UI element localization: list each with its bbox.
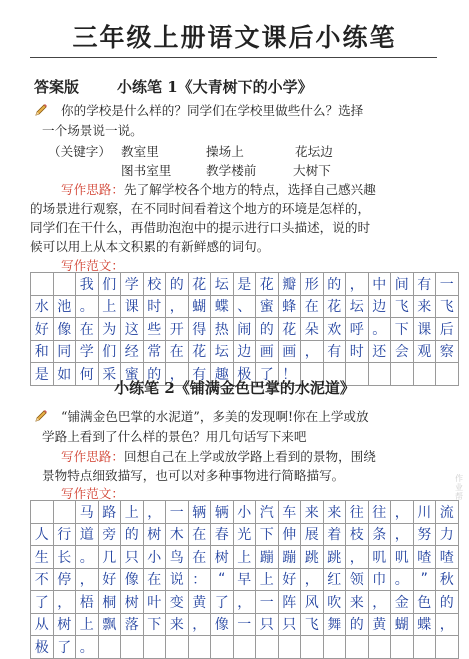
grid-cell: 领 <box>346 568 369 591</box>
grid-cell: 道 <box>76 523 99 546</box>
grid-cell: 秋 <box>436 568 459 591</box>
grid-cell: 的 <box>256 318 279 341</box>
section1-heading-line <box>34 76 313 97</box>
grid-cell: 喳 <box>413 546 436 569</box>
grid-cell: 蝶 <box>211 295 234 318</box>
grid-cell: 辆 <box>211 501 234 524</box>
grid-cell: 时 <box>143 295 166 318</box>
grid-cell: 中 <box>368 273 391 296</box>
keyword-label: （关键字） <box>48 144 111 159</box>
grid-cell: ， <box>143 501 166 524</box>
grid-cell: 旁 <box>98 523 121 546</box>
grid-cell: 为 <box>98 318 121 341</box>
grid-cell: 花 <box>278 318 301 341</box>
s1-idea-label: 写作思路： <box>61 182 124 197</box>
keyword-1: 教室里 <box>121 144 159 159</box>
grid-cell: 花 <box>188 273 211 296</box>
grid-cell: ， <box>436 613 459 636</box>
grid-cell: 得 <box>188 318 211 341</box>
grid-cell: 来 <box>346 591 369 614</box>
s1-idea-text1: 先了解学校各个地方的特点，选择自己感兴趣 <box>123 182 376 197</box>
grid-cell: 好 <box>31 318 54 341</box>
grid-cell: 红 <box>323 568 346 591</box>
grid-cell: 在 <box>188 523 211 546</box>
grid-cell: 只 <box>278 613 301 636</box>
grid-cell <box>301 636 324 659</box>
grid-cell: 同 <box>53 340 76 363</box>
grid-cell: 花 <box>323 295 346 318</box>
grid-cell: 巾 <box>368 568 391 591</box>
grid-cell <box>211 636 234 659</box>
grid-cell: ， <box>76 568 99 591</box>
grid-cell: 。 <box>391 568 414 591</box>
grid-row <box>31 546 459 569</box>
grid-cell: 只 <box>256 613 279 636</box>
grid-cell: 黄 <box>368 613 391 636</box>
s2-prompt-line2: 学路上看到了什么样的景色？用几句话写下来吧 <box>42 429 307 444</box>
grid-cell: 坛 <box>346 295 369 318</box>
grid-cell: ， <box>301 340 324 363</box>
grid-cell: “ <box>211 568 234 591</box>
grid-cell: 不 <box>31 568 54 591</box>
grid-cell: 喳 <box>436 546 459 569</box>
grid-cell: 后 <box>436 318 459 341</box>
grid-cell: 上 <box>98 295 121 318</box>
grid-cell: 一 <box>233 613 256 636</box>
grid-cell: 花 <box>188 340 211 363</box>
grid-cell: 黄 <box>188 591 211 614</box>
grid-cell: ， <box>346 546 369 569</box>
grid-row <box>31 295 459 318</box>
grid-cell: 停 <box>53 568 76 591</box>
grid-cell: 辆 <box>188 501 211 524</box>
grid-cell: 极 <box>31 636 54 659</box>
grid-cell: 飘 <box>98 613 121 636</box>
grid-cell <box>143 636 166 659</box>
grid-cell: 蜜 <box>121 363 144 386</box>
grid-cell: 来 <box>301 501 324 524</box>
grid-cell: 来 <box>323 501 346 524</box>
grid-cell <box>31 273 54 296</box>
grid-cell: 往 <box>368 501 391 524</box>
grid-cell: 察 <box>436 340 459 363</box>
grid-cell: 枝 <box>346 523 369 546</box>
grid-cell: 是 <box>31 363 54 386</box>
grid-cell: 树 <box>53 613 76 636</box>
keyword-2: 操场上 <box>206 144 244 159</box>
section2-heading: 小练笔 2《铺满金色巴掌的水泥道》 <box>114 379 355 397</box>
grid-cell: 呼 <box>346 318 369 341</box>
grid-cell <box>98 636 121 659</box>
grid-cell: 的 <box>346 613 369 636</box>
grid-cell: 上 <box>121 501 144 524</box>
keyword-3: 花坛边 <box>295 144 333 159</box>
grid-cell: 校 <box>143 273 166 296</box>
grid-cell: 有 <box>188 363 211 386</box>
grid-cell: 光 <box>233 523 256 546</box>
grid-cell: 金 <box>391 591 414 614</box>
keyword-4: 图书室里 <box>121 163 172 178</box>
grid-cell: ， <box>301 568 324 591</box>
grid-cell <box>256 636 279 659</box>
grid-cell: 来 <box>166 613 189 636</box>
grid-cell: 叽 <box>368 546 391 569</box>
grid-cell: 蝴 <box>391 613 414 636</box>
grid-cell: ， <box>391 501 414 524</box>
grid-cell <box>346 636 369 659</box>
grid-cell <box>53 273 76 296</box>
grid-cell: 一 <box>256 591 279 614</box>
page-title: 三年级上册语文课后小练笔 <box>72 23 397 52</box>
grid-cell: 飞 <box>436 295 459 318</box>
pencil-icon <box>34 103 48 117</box>
answer-tag: 答案版 <box>34 78 80 96</box>
grid-cell: ， <box>346 273 369 296</box>
grid-cell: 是 <box>233 273 256 296</box>
grid-cell: 像 <box>211 613 234 636</box>
s1-prompt-line2: 一个场景说一说。 <box>42 123 143 138</box>
grid-cell: 画 <box>256 340 279 363</box>
grid-cell: 吹 <box>323 591 346 614</box>
grid-cell: 长 <box>53 546 76 569</box>
grid-cell <box>368 636 391 659</box>
grid-cell: ， <box>391 523 414 546</box>
grid-cell: 闹 <box>233 318 256 341</box>
grid-cell: 树 <box>143 523 166 546</box>
s1-prompt-line1: 你的学校是什么样的？同学们在学校里做些什么？选择 <box>61 103 364 118</box>
grid-cell <box>413 636 436 659</box>
grid-cell: 变 <box>166 591 189 614</box>
s2-idea-line1 <box>61 447 376 466</box>
grid-cell: 行 <box>53 523 76 546</box>
grid-cell: 会 <box>391 340 414 363</box>
grid-row <box>31 568 459 591</box>
grid-cell: 有 <box>413 273 436 296</box>
grid-cell: 趣 <box>211 363 234 386</box>
grid-cell: 课 <box>413 318 436 341</box>
grid-cell: 马 <box>76 501 99 524</box>
grid-cell <box>31 501 54 524</box>
watermark: 作业帮 <box>455 474 463 501</box>
grid-cell: ， <box>368 591 391 614</box>
grid-cell: 了 <box>256 363 279 386</box>
grid-cell: ， <box>166 363 189 386</box>
grid-cell: 了 <box>31 591 54 614</box>
grid-cell <box>188 636 211 659</box>
grid-cell: 风 <box>301 591 324 614</box>
grid-cell: 热 <box>211 318 234 341</box>
grid-cell: 池 <box>53 295 76 318</box>
grid-cell: 鸟 <box>166 546 189 569</box>
grid-cell: 的 <box>323 273 346 296</box>
grid-cell <box>233 636 256 659</box>
s1-idea-line3: 同学们在干什么，再借助泡泡中的提示进行口头描述，说的时 <box>30 220 371 235</box>
grid-cell <box>323 636 346 659</box>
grid-row <box>31 636 459 659</box>
grid-cell: 梧 <box>76 591 99 614</box>
s2-idea-line2: 景物特点细致描写，也可以对多种事物进行简略描写。 <box>42 468 345 483</box>
grid-cell: 在 <box>188 546 211 569</box>
grid-cell <box>278 636 301 659</box>
grid-cell: 舞 <box>323 613 346 636</box>
grid-cell: 落 <box>121 613 144 636</box>
grid-cell: 努 <box>413 523 436 546</box>
grid-cell <box>53 501 76 524</box>
grid-cell: 。 <box>368 318 391 341</box>
grid-cell: 画 <box>278 340 301 363</box>
grid-cell <box>166 636 189 659</box>
pencil-icon <box>34 409 48 423</box>
grid-cell: 只 <box>121 546 144 569</box>
grid-cell: 坛 <box>211 273 234 296</box>
grid-cell: ， <box>188 613 211 636</box>
grid-cell: ” <box>413 568 436 591</box>
grid-cell: 叶 <box>143 591 166 614</box>
grid-cell: ， <box>166 295 189 318</box>
grid-cell: 坛 <box>211 340 234 363</box>
grid-cell: 上 <box>256 568 279 591</box>
grid-cell: 在 <box>166 340 189 363</box>
grid-cell: 和 <box>31 340 54 363</box>
grid-cell: 何 <box>76 363 99 386</box>
grid-row <box>31 501 459 524</box>
grid-cell: 下 <box>256 523 279 546</box>
grid-cell: 极 <box>233 363 256 386</box>
keyword-5: 教学楼前 <box>206 163 257 178</box>
grid-cell: 蝶 <box>413 613 436 636</box>
grid-cell: 间 <box>391 273 414 296</box>
grid-cell: 开 <box>166 318 189 341</box>
grid-cell: 春 <box>211 523 234 546</box>
grid-cell: 们 <box>98 340 121 363</box>
grid-cell: 飞 <box>391 295 414 318</box>
grid-cell <box>436 636 459 659</box>
s2-writing-grid <box>30 500 459 659</box>
grid-cell: 下 <box>143 613 166 636</box>
grid-cell: 采 <box>98 363 121 386</box>
grid-cell: ， <box>53 591 76 614</box>
grid-cell: 上 <box>233 546 256 569</box>
grid-cell: 、 <box>233 295 256 318</box>
grid-row <box>31 318 459 341</box>
s1-idea-line2: 的场景进行观察，在不同时间看着这个地方的环境是怎样的， <box>30 201 371 216</box>
grid-row <box>31 273 459 296</box>
s1-writing-grid <box>30 272 459 386</box>
grid-cell: 汽 <box>256 501 279 524</box>
grid-cell: 学 <box>76 340 99 363</box>
grid-cell: 力 <box>436 523 459 546</box>
grid-cell: 的 <box>143 363 166 386</box>
s1-idea-line4: 候可以用上从本文积累的有新鲜感的词句。 <box>30 239 270 254</box>
grid-cell: 的 <box>436 591 459 614</box>
grid-cell: 几 <box>98 546 121 569</box>
grid-cell: 课 <box>121 295 144 318</box>
grid-cell: 条 <box>368 523 391 546</box>
grid-cell: ： <box>188 568 211 591</box>
grid-row <box>31 613 459 636</box>
grid-cell: 伸 <box>278 523 301 546</box>
grid-cell: 流 <box>436 501 459 524</box>
grid-cell: 跳 <box>323 546 346 569</box>
s2-prompt-line1: “铺满金色巴掌的水泥道”，多美的发现啊!你在上学或放 <box>61 409 369 424</box>
grid-cell: 在 <box>301 295 324 318</box>
grid-cell: 。 <box>76 636 99 659</box>
section1-heading: 小练笔 1《大青树下的小学》 <box>117 78 313 96</box>
grid-cell: 好 <box>98 568 121 591</box>
grid-cell: 人 <box>31 523 54 546</box>
grid-cell: 了 <box>211 591 234 614</box>
grid-cell: 上 <box>76 613 99 636</box>
grid-cell: 还 <box>368 340 391 363</box>
grid-cell: 蝴 <box>188 295 211 318</box>
grid-cell: 说 <box>166 568 189 591</box>
grid-cell: 叽 <box>391 546 414 569</box>
grid-cell: 观 <box>413 340 436 363</box>
grid-cell: 着 <box>323 523 346 546</box>
grid-cell: 蹦 <box>278 546 301 569</box>
grid-cell: 花 <box>256 273 279 296</box>
grid-row <box>31 591 459 614</box>
grid-cell: 朵 <box>301 318 324 341</box>
grid-cell: 们 <box>98 273 121 296</box>
grid-cell: 了 <box>53 636 76 659</box>
s2-sample-label: 写作范文： <box>61 486 124 501</box>
grid-cell: 川 <box>413 501 436 524</box>
grid-cell: 车 <box>278 501 301 524</box>
grid-cell: 好 <box>278 568 301 591</box>
grid-cell: 常 <box>143 340 166 363</box>
grid-cell: 水 <box>31 295 54 318</box>
s1-idea-line1 <box>61 180 376 199</box>
grid-cell: 木 <box>166 523 189 546</box>
grid-cell: 时 <box>346 340 369 363</box>
grid-cell: 小 <box>143 546 166 569</box>
grid-cell: 下 <box>391 318 414 341</box>
s2-idea-label: 写作思路： <box>61 449 124 464</box>
grid-cell: 展 <box>301 523 324 546</box>
grid-cell: 阵 <box>278 591 301 614</box>
s2-idea-text1: 回想自己在上学或放学路上看到的景物，围绕 <box>123 449 376 464</box>
grid-cell: 的 <box>166 273 189 296</box>
grid-cell: 蜜 <box>256 295 279 318</box>
grid-cell: 。 <box>76 295 99 318</box>
grid-cell: 跳 <box>301 546 324 569</box>
grid-cell: 些 <box>143 318 166 341</box>
grid-cell: 生 <box>31 546 54 569</box>
grid-row <box>31 340 459 363</box>
grid-cell: 在 <box>76 318 99 341</box>
grid-cell: 瓣 <box>278 273 301 296</box>
grid-cell: 像 <box>121 568 144 591</box>
grid-cell: 像 <box>53 318 76 341</box>
grid-cell: 蜂 <box>278 295 301 318</box>
grid-cell: 欢 <box>323 318 346 341</box>
grid-cell: 蹦 <box>256 546 279 569</box>
grid-cell: 树 <box>121 591 144 614</box>
grid-cell: 有 <box>323 340 346 363</box>
grid-cell <box>121 636 144 659</box>
s1-sample-label: 写作范文： <box>61 258 124 273</box>
grid-cell: 小 <box>233 501 256 524</box>
grid-cell: ， <box>233 591 256 614</box>
grid-cell: 飞 <box>301 613 324 636</box>
grid-cell: 学 <box>121 273 144 296</box>
grid-cell: 边 <box>368 295 391 318</box>
title-divider <box>30 57 437 58</box>
grid-cell: 。 <box>76 546 99 569</box>
grid-cell: 来 <box>413 295 436 318</box>
grid-cell: 桐 <box>98 591 121 614</box>
grid-cell: 如 <box>53 363 76 386</box>
grid-cell: 往 <box>346 501 369 524</box>
grid-cell: 一 <box>166 501 189 524</box>
grid-cell: 在 <box>143 568 166 591</box>
keyword-6: 大树下 <box>293 163 331 178</box>
grid-cell: 我 <box>76 273 99 296</box>
grid-cell: 这 <box>121 318 144 341</box>
grid-cell <box>391 636 414 659</box>
grid-cell: 一 <box>436 273 459 296</box>
grid-cell: 经 <box>121 340 144 363</box>
grid-cell: 早 <box>233 568 256 591</box>
grid-cell: ！ <box>278 363 301 386</box>
grid-cell: 树 <box>211 546 234 569</box>
grid-cell: 边 <box>233 340 256 363</box>
grid-cell: 的 <box>121 523 144 546</box>
grid-cell: 路 <box>98 501 121 524</box>
grid-cell: 形 <box>301 273 324 296</box>
grid-row <box>31 523 459 546</box>
grid-cell: 色 <box>413 591 436 614</box>
grid-cell: 从 <box>31 613 54 636</box>
